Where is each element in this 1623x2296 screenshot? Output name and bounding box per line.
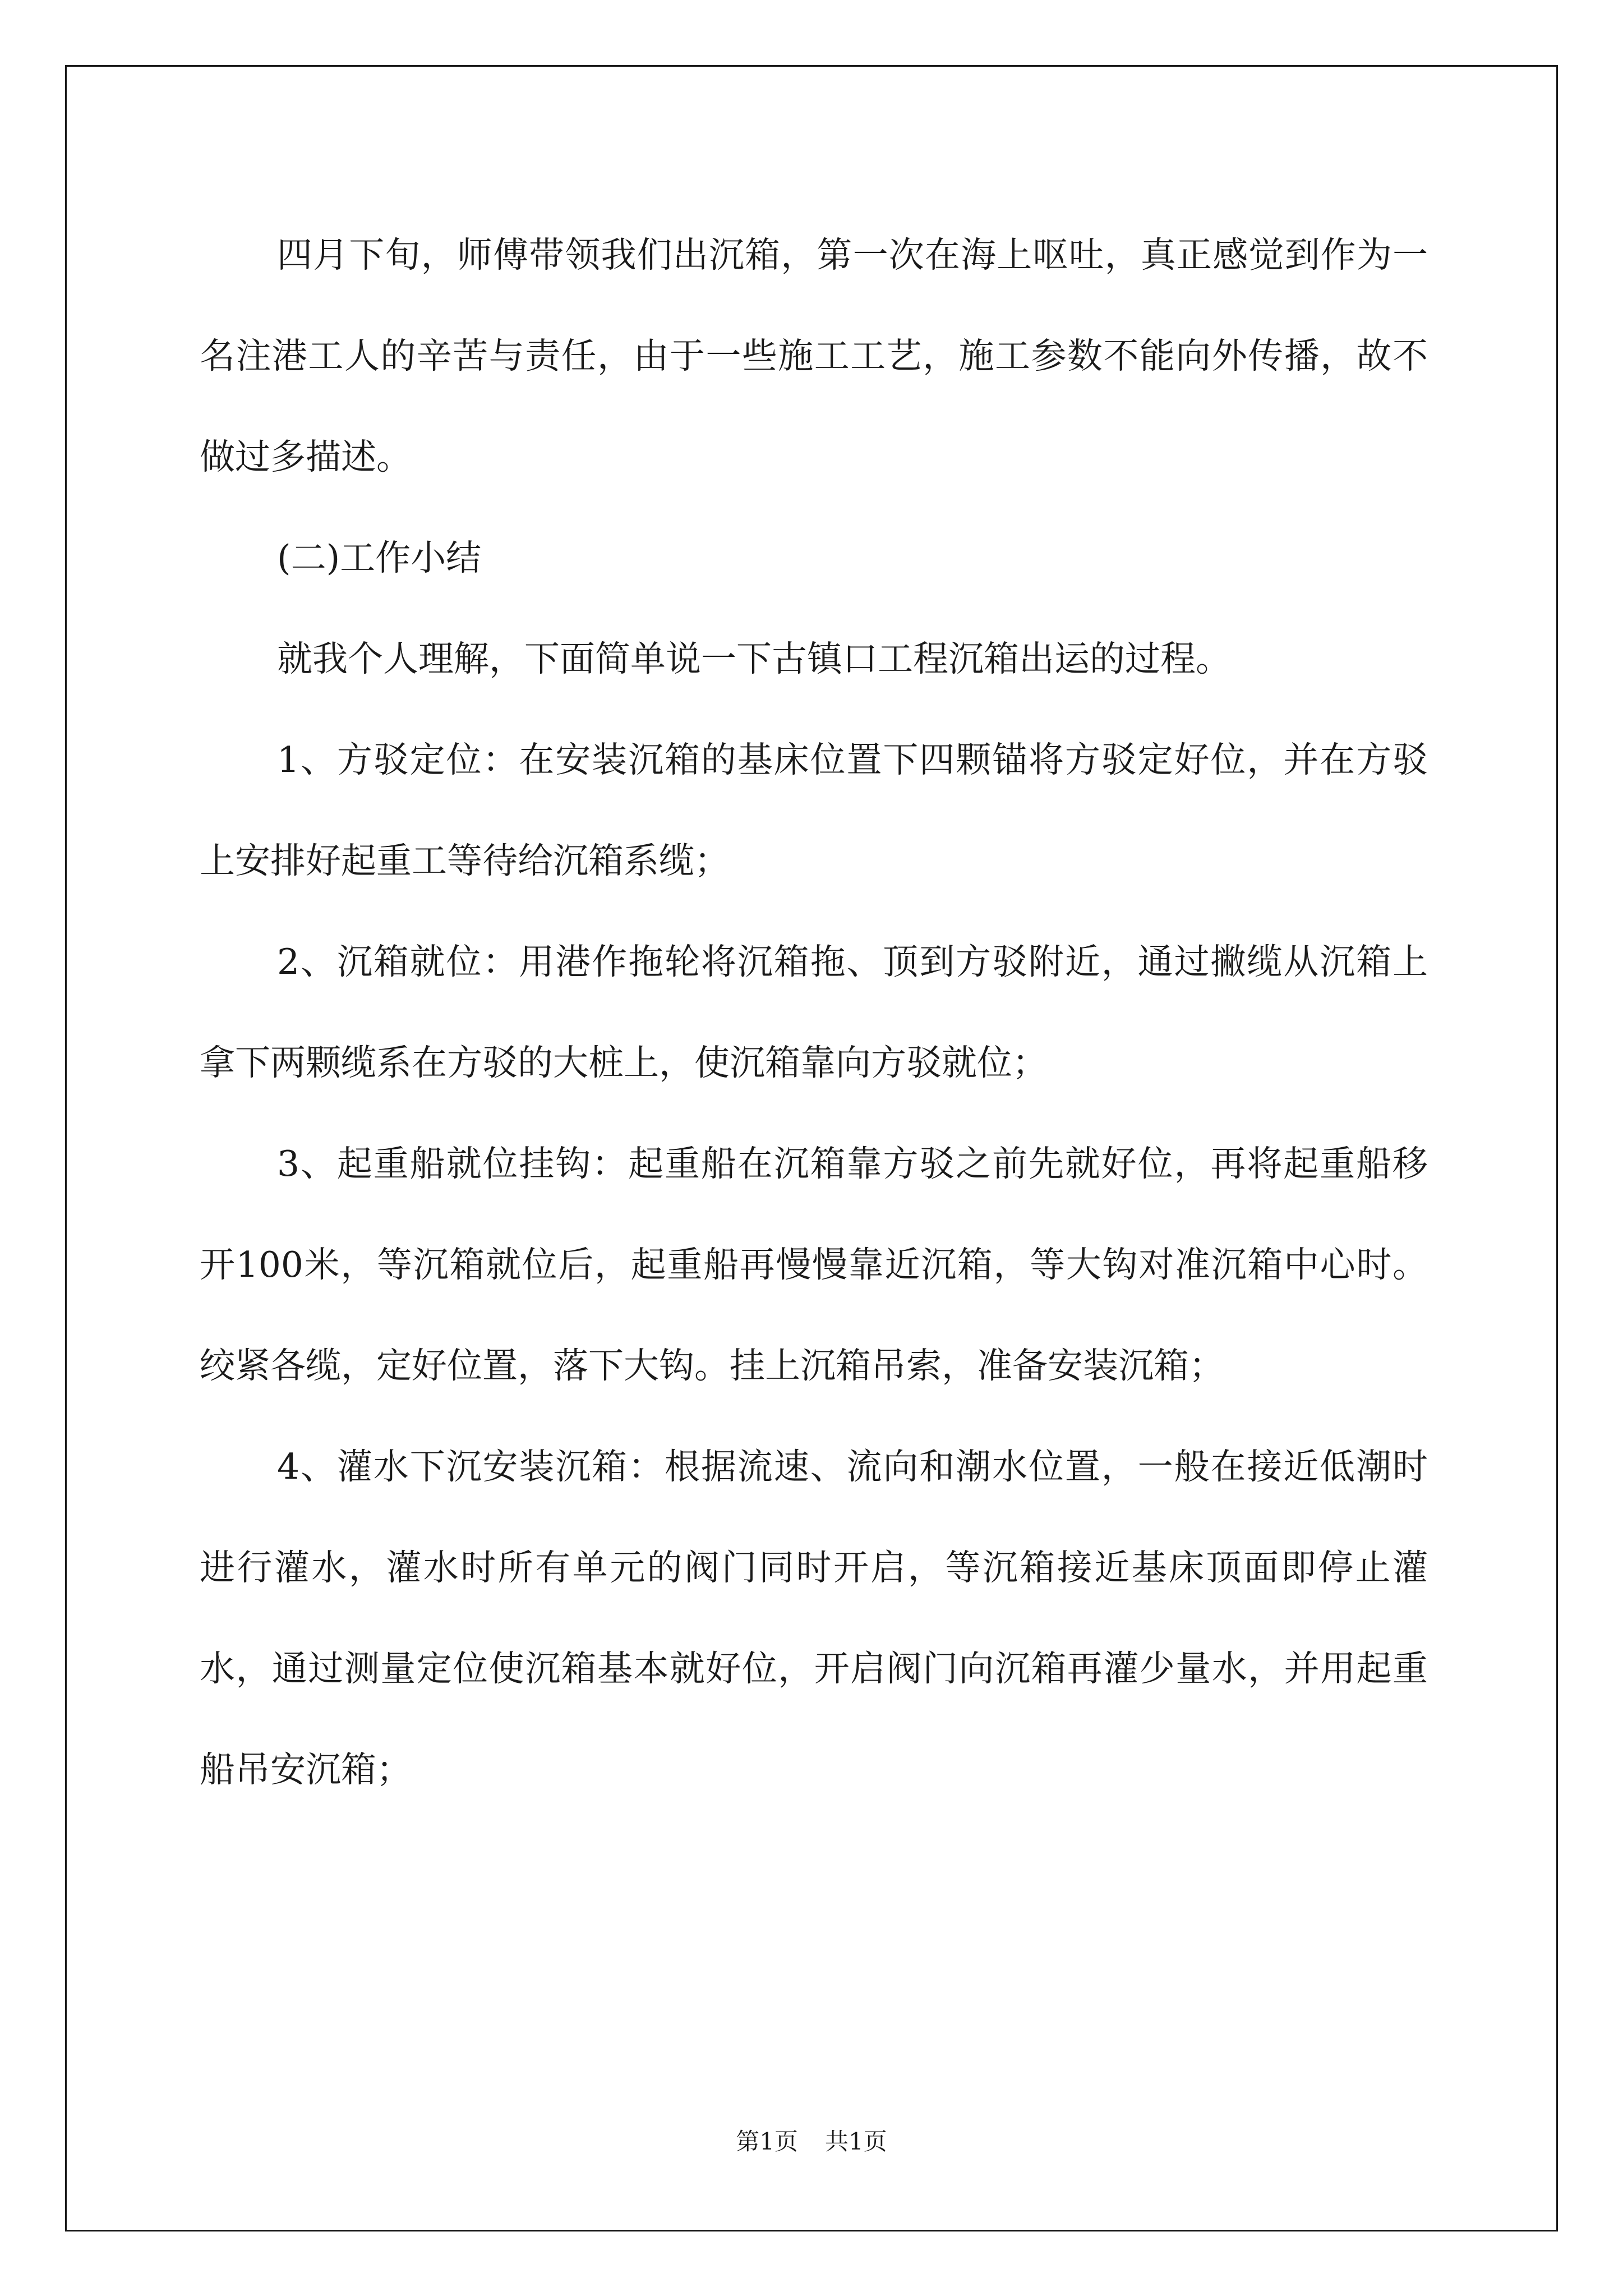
page-number-current: 第1页 bbox=[736, 2128, 798, 2155]
paragraph-step-2: 2、沉箱就位：用港作拖轮将沉箱拖、顶到方驳附近，通过撇缆从沉箱上拿下两颗缆系在方驳的大桩上，使沉箱靠向方驳就位； bbox=[200, 941, 1428, 1083]
page-footer bbox=[0, 2125, 1623, 2159]
paragraph-intro: 四月下旬，师傅带领我们出沉箱，第一次在海上呕吐，真正感觉到作为一名注港工人的辛苦与责任，由于一些施工工艺，施工参数不能向外传播，故不做过多描述。 bbox=[200, 234, 1428, 477]
paragraph-summary-lead: 就我个人理解，下面简单说一下古镇口工程沉箱出运的过程。 bbox=[277, 638, 1231, 679]
section-heading: (二)工作小结 bbox=[277, 537, 482, 578]
paragraph-step-3: 3、起重船就位挂钩：起重船在沉箱靠方驳之前先就好位，再将起重船移开100米，等沉箱就位后，起重船再慢慢靠近沉箱，等大钩对准沉箱中心时。绞紧各缆，定好位置，落下大钩。挂上沉箱吊索，准备安装沉箱； bbox=[200, 1143, 1428, 1386]
paragraph-step-4: 4、灌水下沉安装沉箱：根据流速、流向和潮水位置，一般在接近低潮时进行灌水，灌水时所有单元的阀门同时开启，等沉箱接近基床顶面即停止灌水，通过测量定位使沉箱基本就好位，开启阀门向沉箱再灌少量水，并用起重船吊安沉箱； bbox=[200, 1446, 1428, 1790]
document-body bbox=[200, 205, 1428, 1820]
paragraph-step-1: 1、方驳定位：在安装沉箱的基床位置下四颗锚将方驳定好位，并在方驳上安排好起重工等待给沉箱系缆； bbox=[200, 739, 1428, 881]
page-number-total: 共1页 bbox=[825, 2128, 887, 2155]
